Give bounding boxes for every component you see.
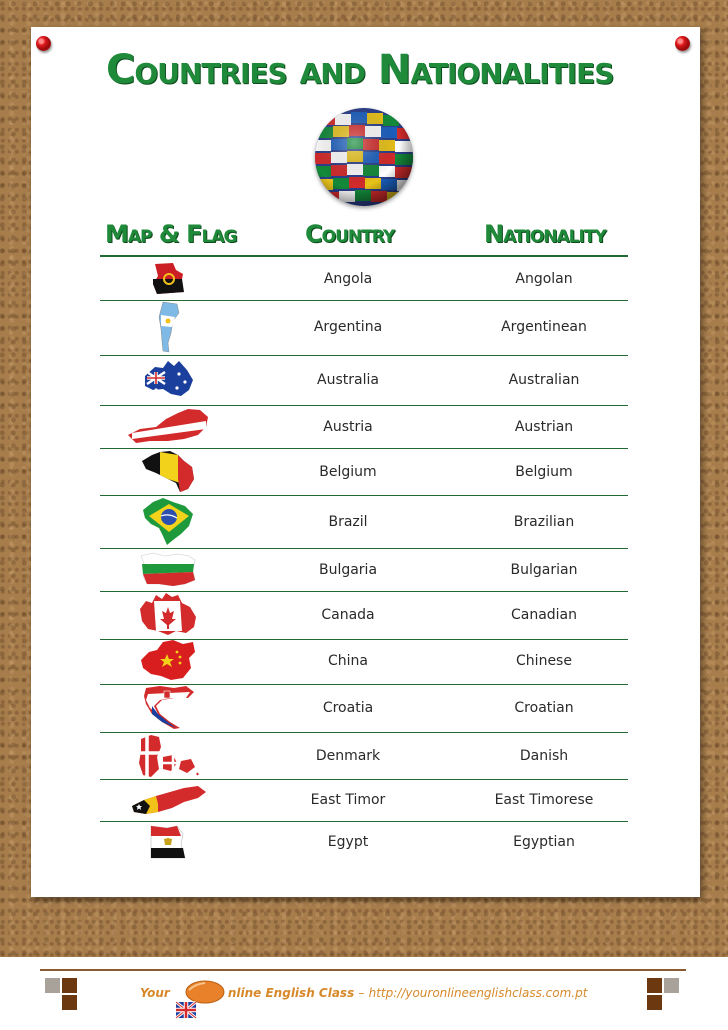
croatia-map-flag-icon: [140, 684, 196, 730]
east-timor-map-flag-icon: [128, 784, 208, 816]
belgium-map-flag-icon: [140, 449, 196, 493]
canada-map-flag-icon: [138, 591, 198, 637]
nationality-cell: Angolan: [515, 271, 573, 287]
decorative-squares-icon: [647, 978, 681, 1012]
bulgaria-map-flag-icon: [139, 550, 197, 588]
pushpin-icon: [675, 36, 690, 51]
row-divider: [100, 779, 628, 780]
australia-map-flag-icon: [141, 358, 195, 400]
egypt-map-flag-icon: [149, 824, 187, 860]
nationality-cell: Brazilian: [513, 514, 575, 530]
country-cell: Egypt: [327, 834, 369, 850]
footer-url[interactable]: http://youronlineenglishclass.com.pt: [368, 986, 588, 1000]
country-cell: Belgium: [319, 464, 377, 480]
argentina-map-flag-icon: [153, 301, 183, 353]
nationality-cell: Canadian: [510, 607, 578, 623]
nationality-cell: Belgium: [515, 464, 573, 480]
decorative-squares-icon: [45, 978, 79, 1012]
mouse-uk-flag-icon: [175, 978, 227, 1022]
footer-brand-start: Your: [140, 986, 170, 1000]
brazil-map-flag-icon: [141, 496, 195, 546]
country-cell: Austria: [323, 419, 373, 435]
nationality-cell: Croatian: [514, 700, 574, 716]
column-header-nationality: Nationality: [484, 220, 606, 248]
country-cell: Canada: [321, 607, 375, 623]
country-cell: Australia: [317, 372, 379, 388]
country-cell: China: [328, 653, 368, 669]
nationality-cell: Argentinean: [501, 319, 587, 335]
nationality-cell: East Timorese: [494, 792, 594, 808]
row-divider: [100, 355, 628, 356]
column-header-country: Country: [305, 220, 395, 248]
nationality-cell: Austrian: [514, 419, 574, 435]
china-map-flag-icon: [139, 638, 197, 682]
country-cell: Bulgaria: [318, 562, 378, 578]
nationality-cell: Chinese: [516, 653, 572, 669]
row-divider: [100, 548, 628, 549]
austria-map-flag-icon: [126, 407, 210, 445]
nationality-cell: Bulgarian: [510, 562, 578, 578]
nationality-cell: Australian: [508, 372, 580, 388]
nationality-cell: Egyptian: [513, 834, 575, 850]
country-cell: Brazil: [328, 514, 368, 530]
country-cell: Argentina: [313, 319, 383, 335]
footer-divider: [40, 969, 686, 971]
header-divider: [100, 255, 628, 257]
denmark-map-flag-icon: [137, 733, 199, 779]
row-divider: [100, 821, 628, 822]
country-cell: Croatia: [322, 700, 374, 716]
nationality-cell: Danish: [519, 748, 569, 764]
country-cell: Denmark: [315, 748, 381, 764]
column-header-map-flag: Map & Flag: [105, 220, 237, 248]
page-title: Countries and Nationalities: [106, 47, 614, 93]
footer-brand-end: nline English Class: [227, 986, 355, 1000]
angola-map-flag-icon: [149, 262, 187, 296]
row-divider: [100, 405, 628, 406]
country-cell: Angola: [323, 271, 373, 287]
flag-globe-icon: [315, 108, 413, 206]
country-cell: East Timor: [310, 792, 386, 808]
footer-separator: –: [358, 986, 365, 1000]
pushpin-icon: [36, 36, 51, 51]
